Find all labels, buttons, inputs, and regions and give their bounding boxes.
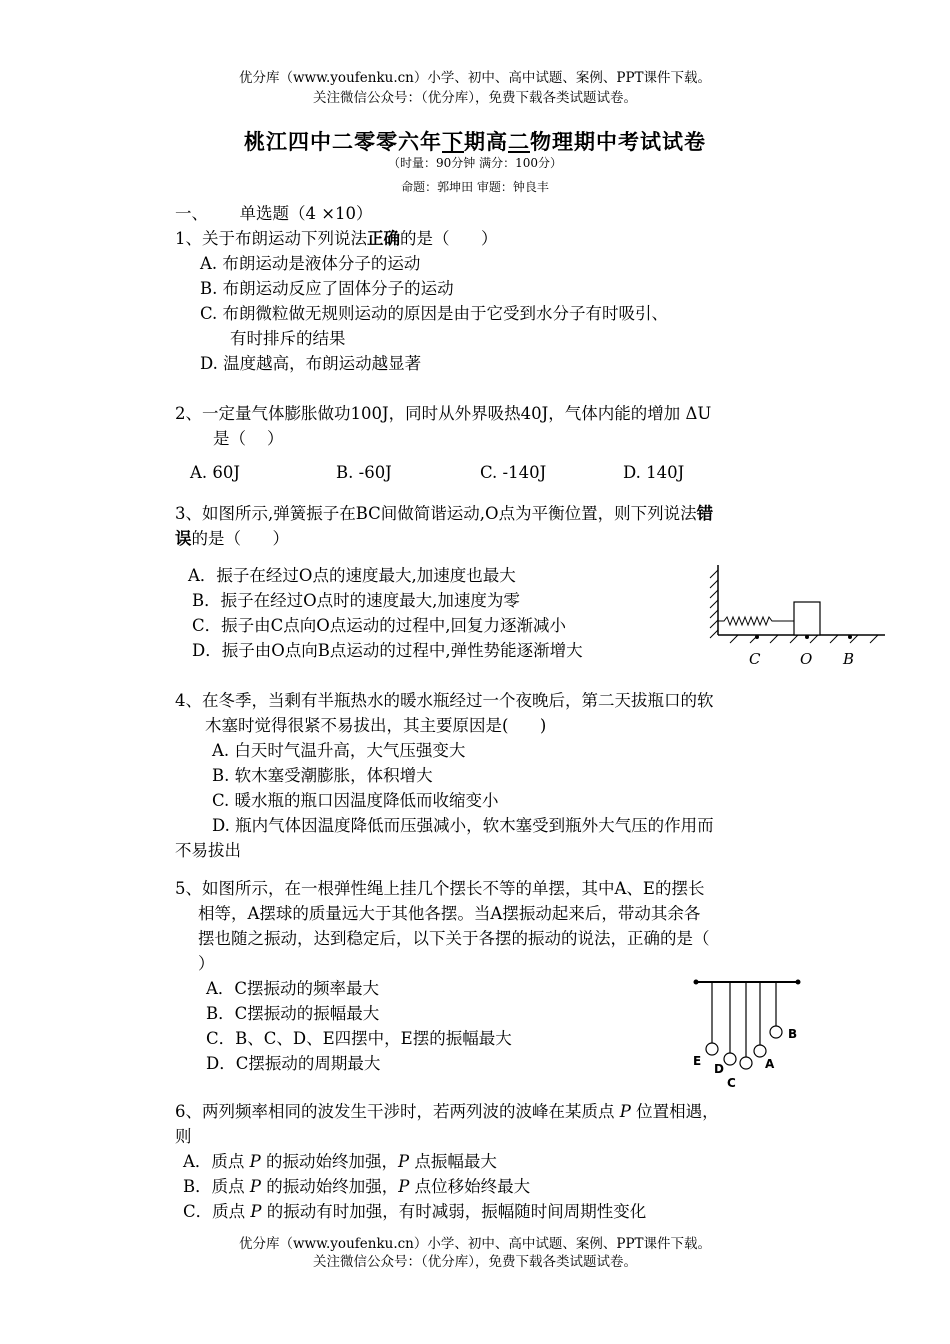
pendulums-figure (686, 970, 806, 1090)
oscillator-block (794, 602, 820, 635)
var-p: P (249, 1177, 261, 1196)
q3-option-b: B．振子在经过O点时的速度最大,加速度为零 (192, 591, 520, 610)
q4-option-d-cont: 不易拔出 (175, 841, 241, 860)
q1-option-d: D. 温度越高，布朗运动越显著 (200, 354, 422, 373)
authors: 命题：郭坤田 审题：钟良丰 (401, 180, 549, 194)
q5-option-c: C．B、C、D、E四摆中，E摆的振幅最大 (206, 1029, 512, 1048)
pendulum-c (740, 1057, 752, 1069)
opt-text: B．质点 (183, 1177, 250, 1196)
header-line-1: 优分库（www.youfenku.cn）小学、初中、高中试题、案例、PPT课件下载。 (238, 70, 712, 86)
q6-option-b (183, 1173, 530, 1197)
q4-option-a: A. 白天时气温升高，大气压强变大 (212, 741, 466, 760)
title-part: 下 (442, 129, 464, 154)
label-d: D (714, 1062, 724, 1076)
q3-option-c: C．振子由C点向O点运动的过程中,回复力逐渐减小 (192, 616, 567, 635)
q4-option-d: D. 瓶内气体因温度降低而压强减小，软木塞受到瓶外大气压的作用而 (212, 816, 714, 835)
label-b: B (843, 650, 855, 668)
q2-option-a: A. 60J (190, 463, 241, 482)
q6-stem-b: 位置相遇， (630, 1102, 719, 1121)
q2-option-c: C. -140J (480, 463, 547, 482)
pendulum-d (724, 1053, 736, 1065)
pendulum-b (770, 1026, 782, 1038)
label-e: E (693, 1054, 702, 1068)
label-o: O (800, 650, 813, 668)
pendulum-a (754, 1045, 766, 1057)
q1-stem-c: 的是（ ） (400, 229, 498, 248)
q5-option-b: B．C摆振动的振幅最大 (206, 1004, 380, 1023)
label-c: C (727, 1076, 736, 1090)
q6-option-a (183, 1148, 497, 1172)
title-part: 桃江四中二零零六年 (244, 129, 442, 154)
var-p: P (398, 1152, 410, 1171)
q1-option-b: B. 布朗运动反应了固体分子的运动 (200, 279, 454, 298)
q3-stem (175, 500, 713, 524)
title-part: 期高 (464, 129, 508, 154)
q2-stem-cont: 是（ ） (213, 429, 284, 448)
q3-stem-bold: 误 (175, 529, 192, 548)
q3-stem-cont (175, 525, 289, 549)
q5-option-d: D．C摆振动的周期最大 (206, 1054, 381, 1073)
footer-line-2: 关注微信公众号：（优分库），免费下载各类试题试卷。 (313, 1254, 637, 1270)
opt-text: 的振动始终加强， (260, 1152, 399, 1171)
opt-text: A．质点 (183, 1152, 250, 1171)
var-p: P (398, 1177, 410, 1196)
q3-stem-a: 3、如图所示,弹簧振子在BC间做简谐运动,O点为平衡位置，则下列说法 (175, 504, 697, 523)
q6-option-c (183, 1198, 646, 1222)
var-p: P (249, 1152, 261, 1171)
q1-option-c: C. 布朗微粒做无规则运动的原因是由于它受到水分子有时吸引、 (200, 304, 669, 323)
label-b: B (788, 1027, 798, 1041)
q5-stem-2: 相等，A摆球的质量远大于其他各摆。当A摆振动起来后，带动其余各 (198, 904, 701, 923)
label-c: C (749, 650, 761, 668)
q3-option-d: D．振子由O点向B点运动的过程中,弹性势能逐渐增大 (192, 641, 583, 660)
opt-text: 的振动有时加强，有时减弱，振幅随时间周期性变化 (261, 1202, 647, 1221)
q5-stem-3: 摆也随之振动，达到稳定后，以下关于各摆的振动的说法，正确的是（ (198, 929, 710, 948)
q6-stem-cont: 则 (175, 1127, 192, 1146)
q1-option-c-cont: 有时排斥的结果 (230, 329, 346, 348)
q6-stem (175, 1098, 719, 1122)
title-part: 二 (508, 129, 530, 154)
var-p: P (250, 1202, 262, 1221)
q3-option-a: A．振子在经过O点的速度最大,加速度也最大 (188, 566, 516, 585)
opt-text: 点振幅最大 (409, 1152, 497, 1171)
opt-text: 的振动始终加强， (260, 1177, 399, 1196)
q4-option-c: C. 暖水瓶的瓶口因温度降低而收缩变小 (212, 791, 499, 810)
footer-line-1: 优分库（www.youfenku.cn）小学、初中、高中试题、案例、PPT课件下载。 (238, 1236, 712, 1252)
q1-option-a: A. 布朗运动是液体分子的运动 (200, 254, 421, 273)
q3-stem-bold: 错 (696, 504, 714, 523)
q5-option-a: A．C摆振动的频率最大 (206, 979, 380, 998)
q4-stem-cont: 木塞时觉得很紧不易拔出，其主要原因是( ) (205, 716, 547, 735)
section-heading: 一、 单选题（4 ×10） (175, 204, 373, 223)
q5-stem-4: ） (198, 954, 215, 973)
q1-stem-bold: 正确 (367, 229, 400, 248)
q5-stem: 5、如图所示，在一根弹性绳上挂几个摆长不等的单摆，其中A、E的摆长 (175, 879, 705, 898)
spring-oscillator-figure (700, 560, 890, 670)
header-line-2: 关注微信公众号：（优分库），免费下载各类试题试卷。 (313, 90, 637, 106)
spring (718, 617, 794, 625)
opt-text: 点位移始终最大 (409, 1177, 531, 1196)
var-p: P (619, 1102, 631, 1121)
q3-stem-b: 的是（ ） (191, 529, 289, 548)
q1-stem (175, 225, 497, 249)
q1-stem-a: 1、关于布朗运动下列说法 (175, 229, 367, 248)
q4-stem: 4、在冬季，当剩有半瓶热水的暖水瓶经过一个夜晚后，第二天拔瓶口的软 (175, 691, 714, 710)
title-part: 物理期中考试试卷 (530, 129, 706, 154)
label-a: A (765, 1057, 775, 1071)
exam-title (0, 126, 950, 156)
pendulum-e (706, 1043, 718, 1055)
opt-text: C．质点 (183, 1202, 251, 1221)
q2-stem: 2、一定量气体膨胀做功100J，同时从外界吸热40J，气体内能的增加 ΔU (175, 404, 712, 423)
q4-option-b: B. 软木塞受潮膨胀，体积增大 (212, 766, 433, 785)
q2-option-d: D. 140J (623, 463, 685, 482)
q2-option-b: B. -60J (336, 463, 392, 482)
time-score: （时量：90分钟 满分：100分） (388, 156, 562, 170)
q6-stem-a: 6、两列频率相同的波发生干涉时，若两列波的波峰在某质点 (175, 1102, 620, 1121)
